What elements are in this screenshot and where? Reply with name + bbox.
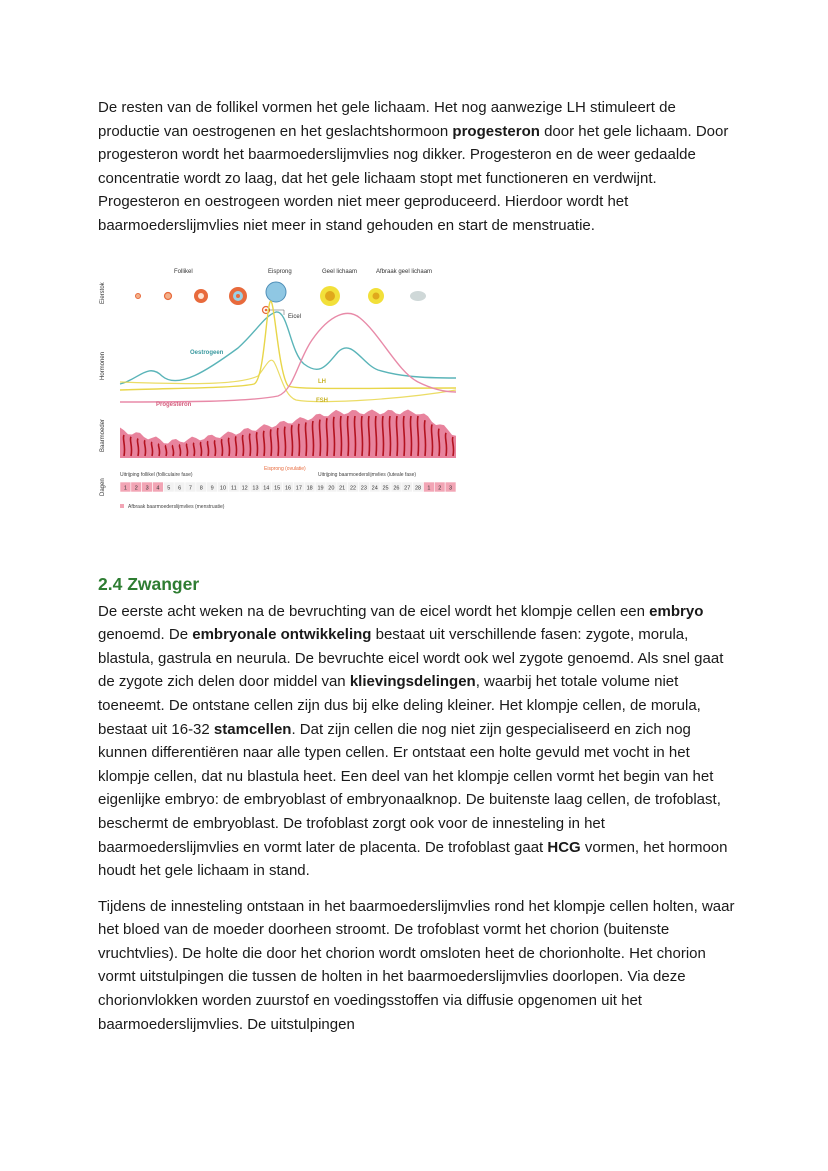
bold-term: embryo xyxy=(649,602,704,620)
label-lh: LH xyxy=(318,378,326,385)
stage-label-breakdown: Afbraak geel lichaam xyxy=(376,268,433,275)
day-number: 16 xyxy=(284,485,292,492)
text-run: bestaat uit verschillende fasen: zygote, morula, blastula, gastrula en neurula. De bevruchte eicel wordt ook wel zygote genoemd. Als snel gaat de zygote zich delen door middel van xyxy=(98,626,724,691)
day-number: 13 xyxy=(252,485,259,492)
stage-label-egg: Eicel xyxy=(288,313,302,320)
day-number: 4 xyxy=(156,485,160,492)
day-number: 2 xyxy=(438,485,442,492)
day-number: 24 xyxy=(371,485,378,492)
day-number: 25 xyxy=(382,485,389,492)
day-number: 2 xyxy=(134,485,138,492)
day-number: 15 xyxy=(274,485,281,492)
label-progesterone: Progesteron xyxy=(156,401,192,408)
paragraph-embryo xyxy=(98,600,738,883)
bold-term: progesteron xyxy=(452,122,540,140)
text-run: vormen, het hormoon houdt het gele lichaam in stand. xyxy=(98,838,728,880)
phase-label-ovulation: Eisprong (ovulatie) xyxy=(264,465,306,472)
phase-label-luteal: Uitrijping baarmoederslijmvlies (luteale fase) xyxy=(318,471,417,478)
text-run: De resten van de follikel vormen het gele lichaam. Het nog aanwezige LH stimuleert de productie van oestrogenen en het geslachtshormoon xyxy=(98,99,676,140)
paragraph-innesteling: Tijdens de innesteling ontstaan in het baarmoederslijmvlies rond het klompje cellen holten, waar het bloed van de moeder doorheen stroomt. De trofoblast vormt het chorion (buitenste vruchtvlies). De holte die door het chorion wordt omsloten heet de chorionholte. Het chorion vormt uitstulpingen die tussen de holten in het baarmoederslijmvlies doorlopen. Via deze chorionvlokken worden zuurstof en voedingsstoffen via diffusie opgenomen uit het baarmoederslijmvlies. De uitstulpingen xyxy=(98,897,735,1033)
day-number: 12 xyxy=(241,485,248,492)
label-fsh: FSH xyxy=(316,397,328,404)
day-number: 7 xyxy=(188,485,192,492)
menstrual-cycle-figure xyxy=(98,252,478,520)
row-label-uterus: Baarmoeder xyxy=(100,418,106,452)
day-number: 3 xyxy=(449,485,453,492)
row-label-hormones: Hormonen xyxy=(100,351,106,380)
section-heading: 2.4 Zwanger xyxy=(98,573,200,594)
fsh-curve xyxy=(120,360,456,401)
document-page xyxy=(98,96,738,1036)
uterine-lining xyxy=(120,409,456,458)
day-number: 21 xyxy=(339,485,346,492)
day-number: 3 xyxy=(145,485,149,492)
text-run: , waarbij het totale volume niet toeneemt. De ontstane cellen zijn dus bij elke deling kleiner. Het klompje cellen, de morula, bestaat uit 16-32 xyxy=(98,673,701,738)
bold-term: embryonale ontwikkeling xyxy=(192,626,372,644)
label-oestrogen: Oestrogeen xyxy=(190,349,224,356)
day-number: 28 xyxy=(415,485,422,492)
day-number: 20 xyxy=(328,485,335,492)
text-run: genoemd. De xyxy=(98,626,193,644)
day-number: 26 xyxy=(393,485,400,492)
day-number: 6 xyxy=(178,485,182,492)
bold-term: HCG xyxy=(547,838,581,856)
day-number: 5 xyxy=(167,485,171,492)
day-number: 10 xyxy=(219,485,227,492)
row-label-days: Dagen xyxy=(100,477,106,496)
follicle-stage-icons xyxy=(136,282,427,315)
stage-label-ovulation: Eisprong xyxy=(268,268,292,275)
bold-term: stamcellen xyxy=(213,720,292,738)
day-number: 19 xyxy=(317,485,324,492)
day-number: 8 xyxy=(199,485,203,492)
day-number: 14 xyxy=(263,485,270,492)
text-run: De eerste acht weken na de bevruchting van de eicel wordt het klompje cellen een xyxy=(98,602,650,620)
day-number: 9 xyxy=(210,485,214,492)
paragraph-corpus-luteum xyxy=(98,96,738,238)
day-number: 11 xyxy=(230,485,237,492)
day-number: 23 xyxy=(360,485,367,492)
legend-text: Afbraak baarmoederslijmvlies (menstruatie) xyxy=(128,503,225,510)
row-label-ovary: Eierstok xyxy=(100,281,106,304)
day-number: 1 xyxy=(427,485,431,492)
phase-label-follicular: Uitrijping follikel (folliculaire fase) xyxy=(120,471,193,478)
text-run: door het gele lichaam. Door progesteron wordt het baarmoederslijmvlies nog dikker. Progesteron en de weer gedaalde concentratie wordt zo laag, dat het gele lichaam stopt met functioneren en verdwijnt. Progesteron en oestrogeen worden niet meer geproduceerd. Hierdoor wordt het baarmoederslijmvlies niet meer in stand gehouden en start de menstruatie. xyxy=(98,122,729,234)
bold-term: klievingsdelingen xyxy=(349,673,476,691)
stage-label-follicle: Follikel xyxy=(174,268,193,275)
day-number: 1 xyxy=(123,485,127,492)
day-number: 18 xyxy=(306,485,313,492)
lining-body xyxy=(120,409,456,458)
day-strip xyxy=(120,482,456,492)
stage-label-yellow-body: Geel lichaam xyxy=(322,268,358,275)
day-number: 22 xyxy=(349,485,357,492)
legend-swatch xyxy=(120,504,124,508)
text-run: . Dat zijn cellen die nog niet zijn gespecialiseerd en zich nog kunnen differentiëren naar alle typen cellen. Er ontstaat een holte gevuld met vocht in het klompje cellen, dat nu blastula heet. Een deel van het klompje cellen vormt het begin van het eigenlijke embryo: de embryoblast of embryonaalknop. De buitenste laag cellen, de trofoblast, beschermt de embryoblast. De trofoblast zorgt ook voor de innesteling in het baarmoederslijmvlies en vormt later de placenta. De trofoblast gaat xyxy=(98,720,721,856)
day-number: 27 xyxy=(404,485,411,492)
day-number: 17 xyxy=(295,485,302,492)
